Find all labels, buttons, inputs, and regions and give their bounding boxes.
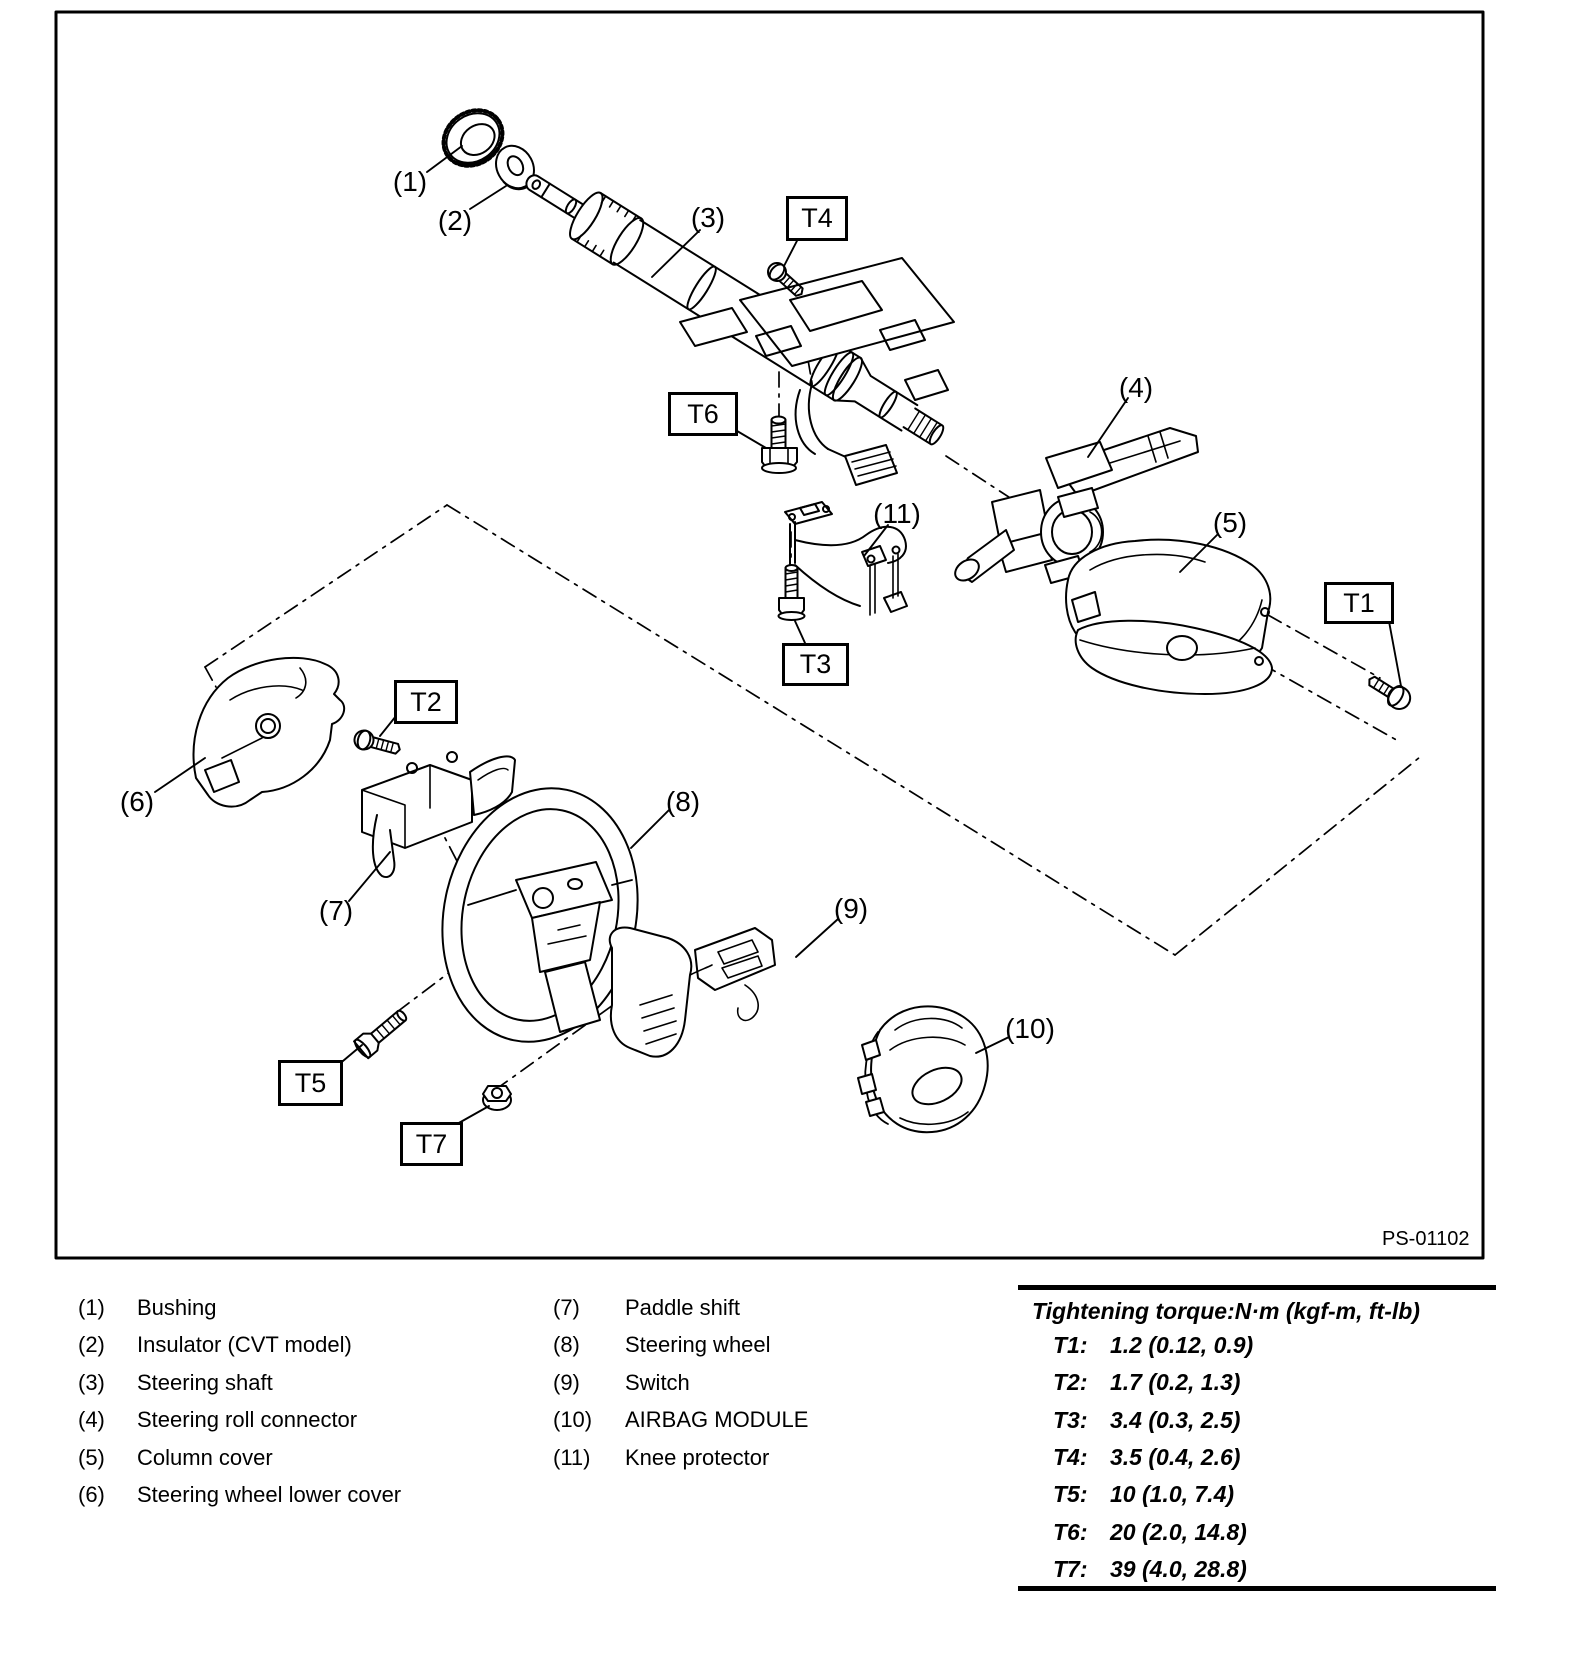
callout-9: (9) [833, 893, 869, 924]
legend-num: (5) [78, 1445, 105, 1470]
legend-label: Knee protector [625, 1445, 770, 1470]
fastener-t3-screw [779, 565, 805, 620]
fastener-t5-bolt [353, 1005, 412, 1059]
part-switch [610, 927, 775, 1056]
legend-item [0, 1364, 690, 1402]
legend-num: (10) [553, 1407, 593, 1432]
torque-id: T4: [1053, 1444, 1088, 1470]
callout-8: (8) [665, 786, 701, 817]
torque-box-t1: T1 [1324, 582, 1394, 624]
torque-id: T6: [1053, 1519, 1088, 1545]
legend-item [0, 1439, 770, 1477]
callout-11: (11) [873, 498, 921, 529]
legend-label: Insulator (CVT model) [137, 1332, 352, 1357]
torque-id: T7: [1053, 1556, 1088, 1582]
legend-item [0, 1401, 809, 1439]
legend-label: Bushing [137, 1295, 217, 1320]
legend-num: (2) [78, 1332, 105, 1357]
legend-label: Switch [625, 1370, 690, 1395]
torque-value: 1.2 (0.12, 0.9) [1110, 1332, 1254, 1358]
torque-box-t6: T6 [668, 392, 738, 436]
torque-id: T5: [1053, 1481, 1088, 1507]
alignment-dash-lines [205, 296, 1420, 1090]
callout-6: (6) [119, 786, 155, 817]
legend-label: Steering wheel lower cover [137, 1482, 402, 1507]
fastener-t2-screw [352, 728, 402, 758]
callout-4: (4) [1118, 372, 1154, 403]
legend-item [0, 1326, 771, 1364]
part-column-cover [1066, 540, 1272, 694]
legend-num: (4) [78, 1407, 105, 1432]
diagram-frame [56, 12, 1483, 1258]
torque-box-t4: T4 [786, 196, 848, 241]
callout-3: (3) [690, 202, 726, 233]
legend-num: (6) [78, 1482, 105, 1507]
legend-label: Steering wheel [625, 1332, 771, 1357]
legend-num: (7) [553, 1295, 580, 1320]
torque-box-t3: T3 [782, 643, 849, 686]
torque-id: T2: [1053, 1369, 1088, 1395]
legend-num: (11) [553, 1445, 591, 1470]
callout-5: (5) [1212, 507, 1248, 538]
legend-label: Steering shaft [137, 1370, 273, 1395]
legend-label: Steering roll connector [137, 1407, 358, 1432]
torque-value: 39 (4.0, 28.8) [1110, 1556, 1247, 1582]
callout-7: (7) [318, 895, 354, 926]
part-lower-cover [194, 658, 345, 807]
part-airbag-module [858, 1006, 988, 1132]
part-column-bracket [680, 258, 954, 400]
callout-1: (1) [392, 166, 428, 197]
figure-code: PS-01102 [1382, 1228, 1470, 1250]
legend-num: (3) [78, 1370, 105, 1395]
torque-box-t5: T5 [278, 1060, 343, 1106]
part-wiring-harness [796, 384, 897, 485]
torque-box-t7: T7 [400, 1122, 463, 1166]
legend-num: (9) [553, 1370, 580, 1395]
torque-table-title: Tightening torque:N·m (kgf-m, ft-lb) [1032, 1298, 1420, 1324]
legend-num: (8) [553, 1332, 580, 1357]
torque-value: 3.4 (0.3, 2.5) [1110, 1407, 1241, 1433]
legend-label: Column cover [137, 1445, 273, 1470]
torque-box-t2: T2 [394, 680, 458, 724]
legend-label: AIRBAG MODULE [625, 1407, 809, 1432]
callout-2: (2) [437, 205, 473, 236]
torque-value: 1.7 (0.2, 1.3) [1110, 1369, 1241, 1395]
callout-10: (10) [1005, 1013, 1055, 1044]
legend-num: (1) [78, 1295, 105, 1320]
torque-id: T3: [1053, 1407, 1088, 1433]
torque-value: 20 (2.0, 14.8) [1110, 1519, 1247, 1545]
torque-id: T1: [1053, 1332, 1088, 1358]
fastener-t1-screw [1364, 670, 1415, 713]
fastener-t6-bolt [762, 417, 797, 474]
legend-item [0, 1476, 520, 1514]
legend-item [0, 1289, 740, 1327]
torque-value: 10 (1.0, 7.4) [1110, 1481, 1235, 1507]
legend-label: Paddle shift [625, 1295, 740, 1320]
torque-table [1018, 1285, 1496, 1591]
torque-value: 3.5 (0.4, 2.6) [1110, 1444, 1241, 1470]
